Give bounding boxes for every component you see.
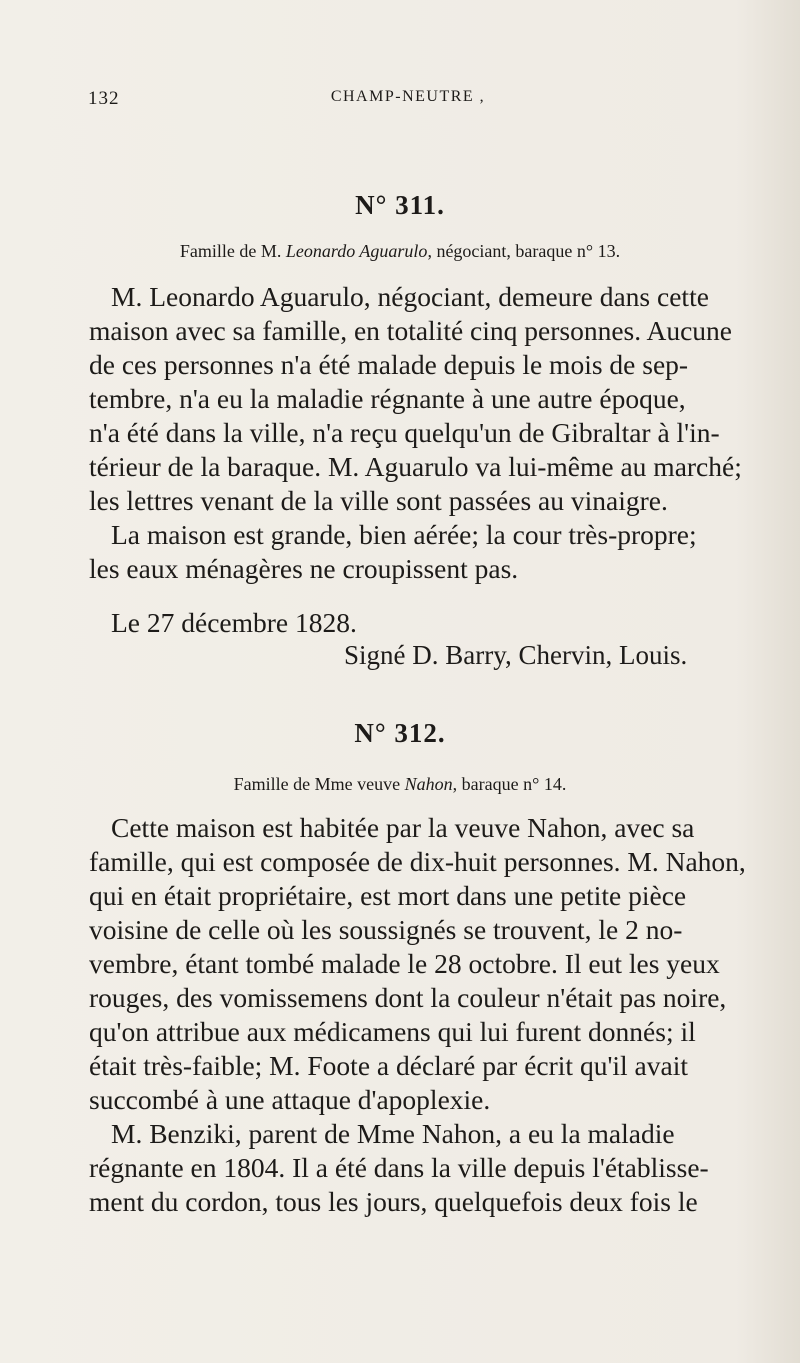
entry-312-subtitle: Famille de Mme veuve Nahon, baraque n° 14. (233, 774, 567, 794)
text-line: M. Leonardo Aguarulo, négociant, demeure dans cette (111, 281, 709, 312)
text-line: était très-faible; M. Foote a déclaré par écrit qu'il avait (89, 1050, 688, 1081)
text-line: qui en était propriétaire, est mort dans une petite pièce (89, 880, 687, 911)
entry-311-heading: N° 311. (355, 190, 445, 220)
entry-311-signature: Signé D. Barry, Chervin, Louis. (344, 640, 688, 670)
entry-312-heading: N° 312. (354, 718, 446, 748)
entry-312-body (89, 811, 800, 1219)
text-line: M. Benziki, parent de Mme Nahon, a eu la maladie (111, 1118, 675, 1149)
text-line: voisine de celle où les soussignés se trouvent, le 2 no- (89, 914, 683, 945)
running-title: CHAMP-NEUTRE , (330, 88, 486, 105)
text-line: maison avec sa famille, en totalité cinq personnes. Aucune (89, 315, 732, 346)
text-line: térieur de la baraque. M. Aguarulo va lui-même au marché; (89, 451, 742, 482)
text-line: Cette maison est habitée par la veuve Nahon, avec sa (111, 812, 695, 843)
text-line: vembre, étant tombé malade le 28 octobre. Il eut les yeux (89, 948, 720, 979)
text-line: rouges, des vomissemens dont la couleur n'était pas noire, (89, 982, 727, 1013)
text-line: régnante en 1804. Il a été dans la ville depuis l'établisse- (89, 1152, 709, 1183)
text-line: qu'on attribue aux médicamens qui lui furent donnés; il (89, 1016, 696, 1047)
entry-311-subtitle: Famille de M. Leonardo Aguarulo, négociant, baraque n° 13. (179, 241, 621, 261)
text-line: succombé à une attaque d'apoplexie. (89, 1084, 491, 1115)
page-number: 132 (88, 88, 120, 109)
entry-312-family-name: Nahon (404, 774, 453, 794)
text-line: ment du cordon, tous les jours, quelquefois deux fois le (89, 1186, 698, 1217)
text-line: tembre, n'a eu la maladie régnante à une autre époque, (89, 383, 686, 414)
entry-311-family-name: Leonardo Aguarulo (285, 241, 428, 261)
text-line: les eaux ménagères ne croupissent pas. (89, 553, 519, 584)
text-line: n'a été dans la ville, n'a reçu quelqu'un de Gibraltar à l'in- (89, 417, 720, 448)
text-line: La maison est grande, bien aérée; la cour très-propre; (111, 519, 697, 550)
running-head (88, 88, 728, 112)
entry-311-body (89, 280, 800, 586)
text-line: famille, qui est composée de dix-huit personnes. M. Nahon, (89, 846, 746, 877)
text-line: de ces personnes n'a été malade depuis le mois de sep- (89, 349, 689, 380)
text-line: les lettres venant de la ville sont passées au vinaigre. (89, 485, 668, 516)
entry-311-date: Le 27 décembre 1828. (111, 607, 357, 638)
